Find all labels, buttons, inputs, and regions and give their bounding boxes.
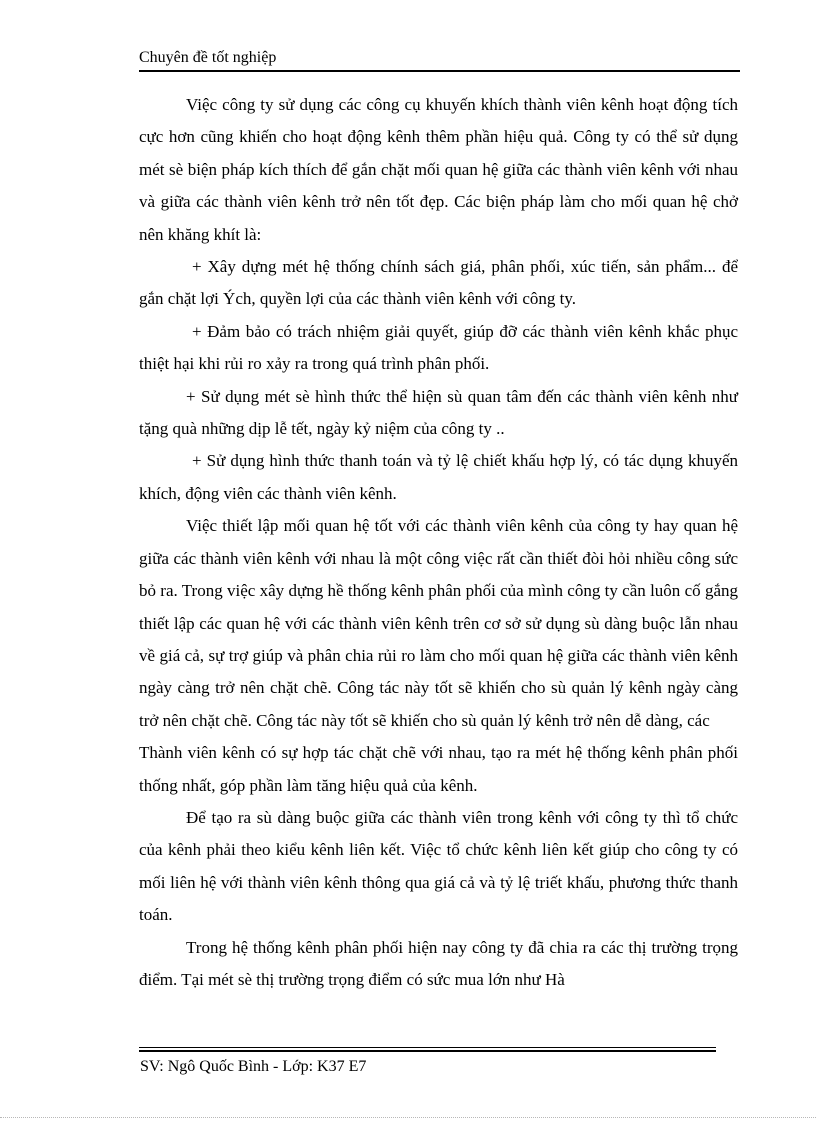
footer-rule-thin	[139, 1047, 716, 1048]
paragraph-1: Việc công ty sử dụng các công cụ khuyến khích thành viên kênh hoạt động tích cực hơn cũng khiến cho hoạt động kênh thêm phần hiệu quả. Công ty có thể sử dụng mét sè biện pháp kích thích để gắn chặt mối quan hệ giữa các thành viên kênh với nhau và giữa các thành viên kênh trở nên tốt đẹp. Các biện pháp làm cho mối quan hệ chở nên khăng khít là:	[139, 95, 738, 244]
paragraph-7: Thành viên kênh có sự hợp tác chặt chẽ với nhau, tạo ra mét hệ thống kênh phân phối thống nhất, góp phần làm tăng hiệu quả của kênh.	[139, 743, 738, 795]
paragraph-5: + Sử dụng hình thức thanh toán và tỷ lệ chiết khấu hợp lý, có tác dụng khuyến khích, động viên các thành viên kênh.	[139, 451, 738, 503]
paragraph-4: + Sử dụng mét sè hình thức thể hiện sù quan tâm đến các thành viên kênh như tặng quà những dịp lễ tết, ngày kỷ niệm của công ty ..	[139, 386, 738, 439]
paragraph-2: + Xây dựng mét hệ thống chính sách giá, phân phối, xúc tiến, sản phẩm... để gắn chặt lợi Ých, quyền lợi của các thành viên kênh với công ty.	[139, 257, 738, 309]
header-rule	[139, 70, 740, 72]
header-title: Chuyên đề tốt nghiệp	[139, 49, 277, 66]
paragraph-6: Việc thiết lập mối quan hệ tốt với các thành viên kênh của công ty hay quan hệ giữa các thành viên kênh với nhau là một công việc rất cần thiết đòi hỏi nhiều công sức bỏ ra. Trong việc xây dựng hề thống kênh phân phối của mình công ty cần luôn cố gắng thiết lập các quan hệ với các thành viên kênh trên cơ sở sử dụng sù dàng buộc lẫn nhau về giá cả, sự trợ giúp và phân chia rủi ro làm cho mối quan hệ giữa các thành viên kênh ngày càng trở nên chặt chẽ. Công tác này tốt sẽ khiến cho sù quản lý kênh ngày càng trở nên chặt chẽ. Công tác này tốt sẽ khiến cho sù quản lý kênh trở nên dễ dàng, các	[139, 516, 738, 730]
footer-text: SV: Ngô Quốc Bình - Lớp: K37 E7	[140, 1058, 367, 1075]
paragraph-9: Trong hệ thống kênh phân phối hiện nay công ty đã chia ra các thị trường trọng điểm. Tại mét sè thị trường trọng điểm có sức mua lớn như Hà	[139, 937, 738, 989]
paragraph-3: + Đảm bảo có trách nhiệm giải quyết, giúp đỡ các thành viên kênh khắc phục thiệt hại khi rủi ro xảy ra trong quá trình phân phối.	[139, 321, 738, 374]
page-bottom-dotted-edge	[0, 1117, 816, 1118]
footer-rule-thick	[139, 1050, 716, 1052]
paragraph-8: Để tạo ra sù dàng buộc giữa các thành viên trong kênh với công ty thì tổ chức của kênh phải theo kiểu kênh liên kết. Việc tổ chức kênh liên kết giúp cho công ty có mối liên hệ với thành viên kênh thông qua giá cả và tỷ lệ triết khấu, phương thức thanh toán.	[139, 807, 738, 925]
page-body	[139, 89, 738, 996]
